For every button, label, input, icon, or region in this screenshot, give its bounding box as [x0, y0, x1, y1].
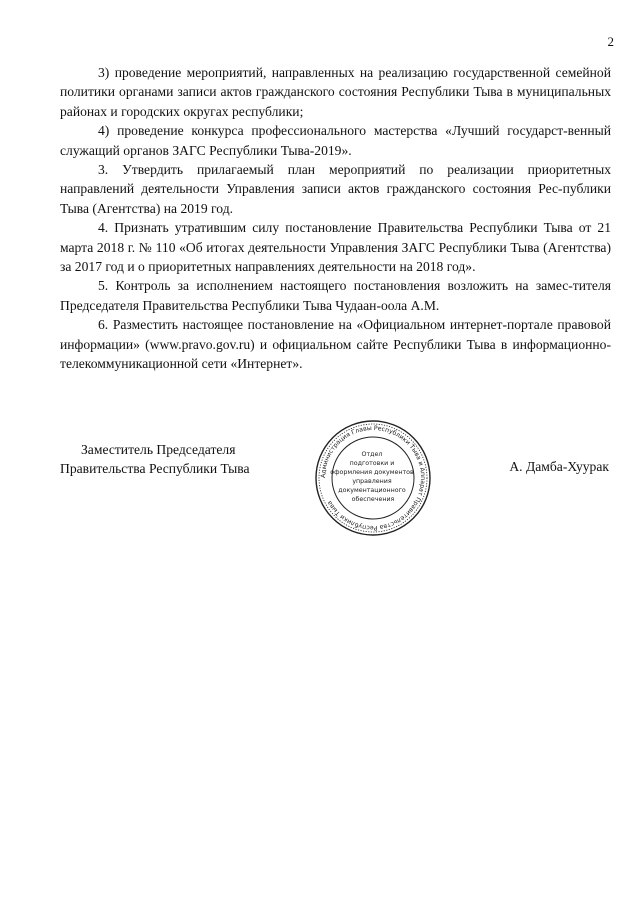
- seal-center-text: Отдел подготовки и оформления документов управления документационного обеспечения: [330, 451, 414, 503]
- paragraph-point-3: 3. Утвердить прилагаемый план мероприятий по реализации приоритетных направлений деятельности Управления записи актов гражданского состояния Рес-публики Тыва (Агентства) на 2019 год.: [60, 162, 611, 216]
- paragraph-point-4: 4. Признать утратившим силу постановление Правительства Республики Тыва от 21 марта 2018 г. № 110 «Об итогах деятельности Управления ЗАГС Республики Тыва (Агентства) за 2017 год и о приоритетных направлениях деятельности на 2018 год».: [60, 220, 611, 275]
- signer-title-line-1: Заместитель Председателя: [81, 442, 236, 457]
- paragraph-item-4: 4) проведение конкурса профессионального мастерства «Лучший государст-венный служащий органов ЗАГС Республики Тыва-2019».: [60, 123, 611, 158]
- seal-graphic: [313, 418, 433, 538]
- official-seal: [313, 418, 433, 538]
- paragraph-point-5: 5. Контроль за исполнением настоящего постановления возложить на замес-тителя Председателя Правительства Республики Тыва Чудаан-оола А.М.: [60, 278, 611, 313]
- document-body: [60, 63, 611, 374]
- signer-title: [60, 440, 250, 479]
- page-number: 2: [607, 34, 614, 49]
- paragraph-item-3: 3) проведение мероприятий, направленных на реализацию государственной семейной политики органами записи актов гражданского состояния Республики Тыва в муниципальных районах и городских округах республики;: [60, 65, 611, 119]
- signer-title-line-2: Правительства Республики Тыва: [60, 461, 250, 477]
- signature-block: [60, 418, 611, 538]
- paragraph-point-6: 6. Разместить настоящее постановление на «Официальном интернет-портале правовой информации» (www.pravo.gov.ru) и официальном сайте Республики Тыва в информационно-телекоммуникационной сети «Интернет».: [60, 317, 611, 372]
- signer-name: А. Дамба-Хуурак: [509, 459, 609, 474]
- seal-ring-text: Администрация Главы Республики Тыва и Аппарат Правительства Республики Тыва: [319, 424, 427, 532]
